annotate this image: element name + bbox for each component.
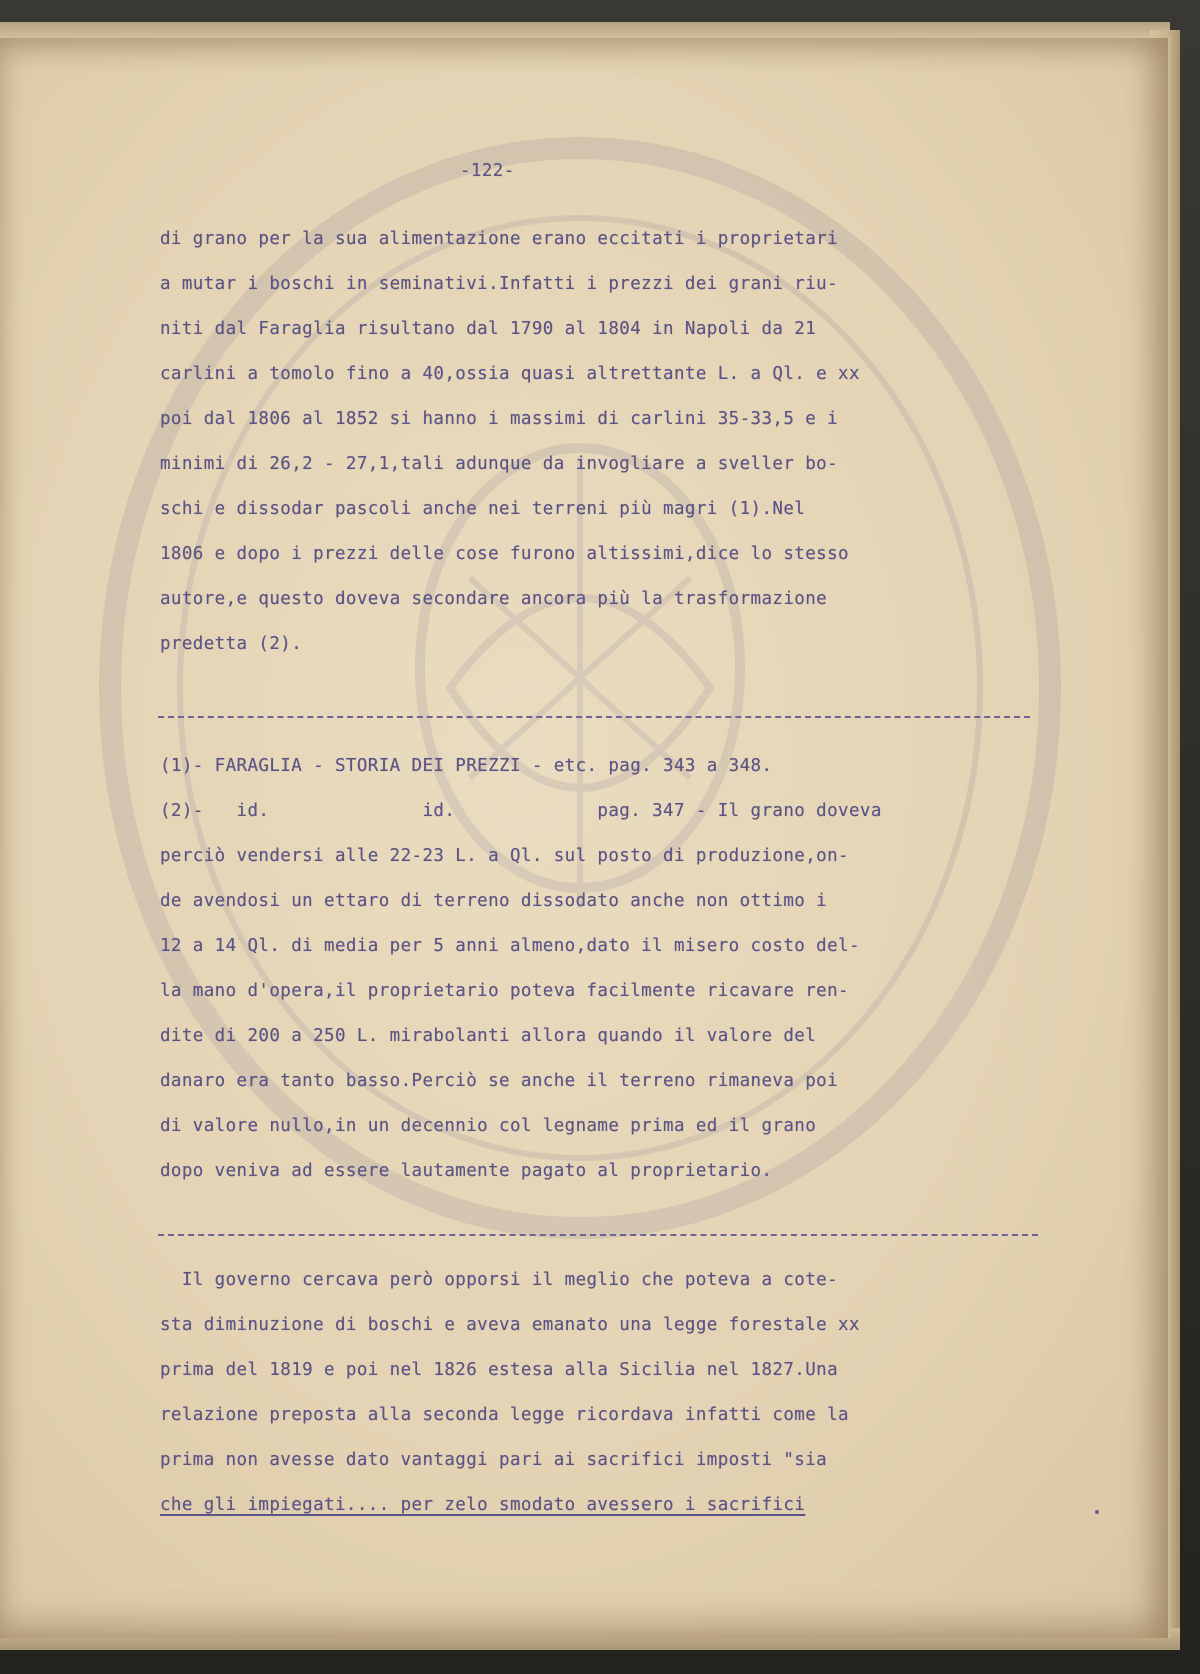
footnote-line: de avendosi un ettaro di terreno dissodato anche non ottimo i xyxy=(160,891,828,911)
body-line: 1806 e dopo i prezzi delle cose furono altissimi,dice lo stesso xyxy=(160,544,849,564)
footnote-line: (2)- id. id. pag. 347 - Il grano doveva xyxy=(160,801,882,821)
typed-text-area xyxy=(0,38,1168,1638)
document-page xyxy=(0,38,1171,1638)
body-line: autore,e questo doveva secondare ancora più la trasformazione xyxy=(160,589,828,609)
footnote-line: dopo veniva ad essere lautamente pagato al proprietario. xyxy=(160,1161,773,1181)
body-line: minimi di 26,2 - 27,1,tali adunque da invogliare a sveller bo- xyxy=(160,454,839,474)
body-line: sta diminuzione di boschi e aveva emanato una legge forestale xx xyxy=(160,1315,860,1335)
section-separator xyxy=(158,1234,1038,1236)
body-line: Il governo cercava però opporsi il meglio che poteva a cote- xyxy=(160,1270,839,1290)
body-line: niti dal Faraglia risultano dal 1790 al 1804 in Napoli da 21 xyxy=(160,319,817,339)
body-line: predetta (2). xyxy=(160,634,303,654)
body-line: schi e dissodar pascoli anche nei terreni più magri (1).Nel xyxy=(160,499,806,519)
body-line: a mutar i boschi in seminativi.Infatti i prezzi dei grani riu- xyxy=(160,274,839,294)
footnote-line: perciò vendersi alle 22-23 L. a Ql. sul posto di produzione,on- xyxy=(160,846,849,866)
body-line: di grano per la sua alimentazione erano eccitati i proprietari xyxy=(160,229,839,249)
footnote-line: (1)- FARAGLIA - STORIA DEI PREZZI - etc. pag. 343 a 348. xyxy=(160,756,773,776)
underlined-quote-line: che gli impiegati.... per zelo smodato avessero i sacrifici xyxy=(160,1495,806,1515)
ink-speck xyxy=(1095,1510,1099,1514)
body-line: prima non avesse dato vantaggi pari ai sacrifici imposti "sia xyxy=(160,1450,828,1470)
body-line: poi dal 1806 al 1852 si hanno i massimi di carlini 35-33,5 e i xyxy=(160,409,839,429)
footnote-separator xyxy=(158,716,1030,718)
body-line: prima del 1819 e poi nel 1826 estesa alla Sicilia nel 1827.Una xyxy=(160,1360,839,1380)
footnote-line: danaro era tanto basso.Perciò se anche il terreno rimaneva poi xyxy=(160,1071,839,1091)
footnote-line: dite di 200 a 250 L. mirabolanti allora quando il valore del xyxy=(160,1026,817,1046)
page-number: -122- xyxy=(460,161,515,181)
body-line: carlini a tomolo fino a 40,ossia quasi altrettante L. a Ql. e xx xyxy=(160,364,860,384)
footnote-line: 12 a 14 Ql. di media per 5 anni almeno,dato il misero costo del- xyxy=(160,936,860,956)
footnote-line: di valore nullo,in un decennio col legname prima ed il grano xyxy=(160,1116,817,1136)
footnote-line: la mano d'opera,il proprietario poteva facilmente ricavare ren- xyxy=(160,981,849,1001)
body-line: relazione preposta alla seconda legge ricordava infatti come la xyxy=(160,1405,849,1425)
